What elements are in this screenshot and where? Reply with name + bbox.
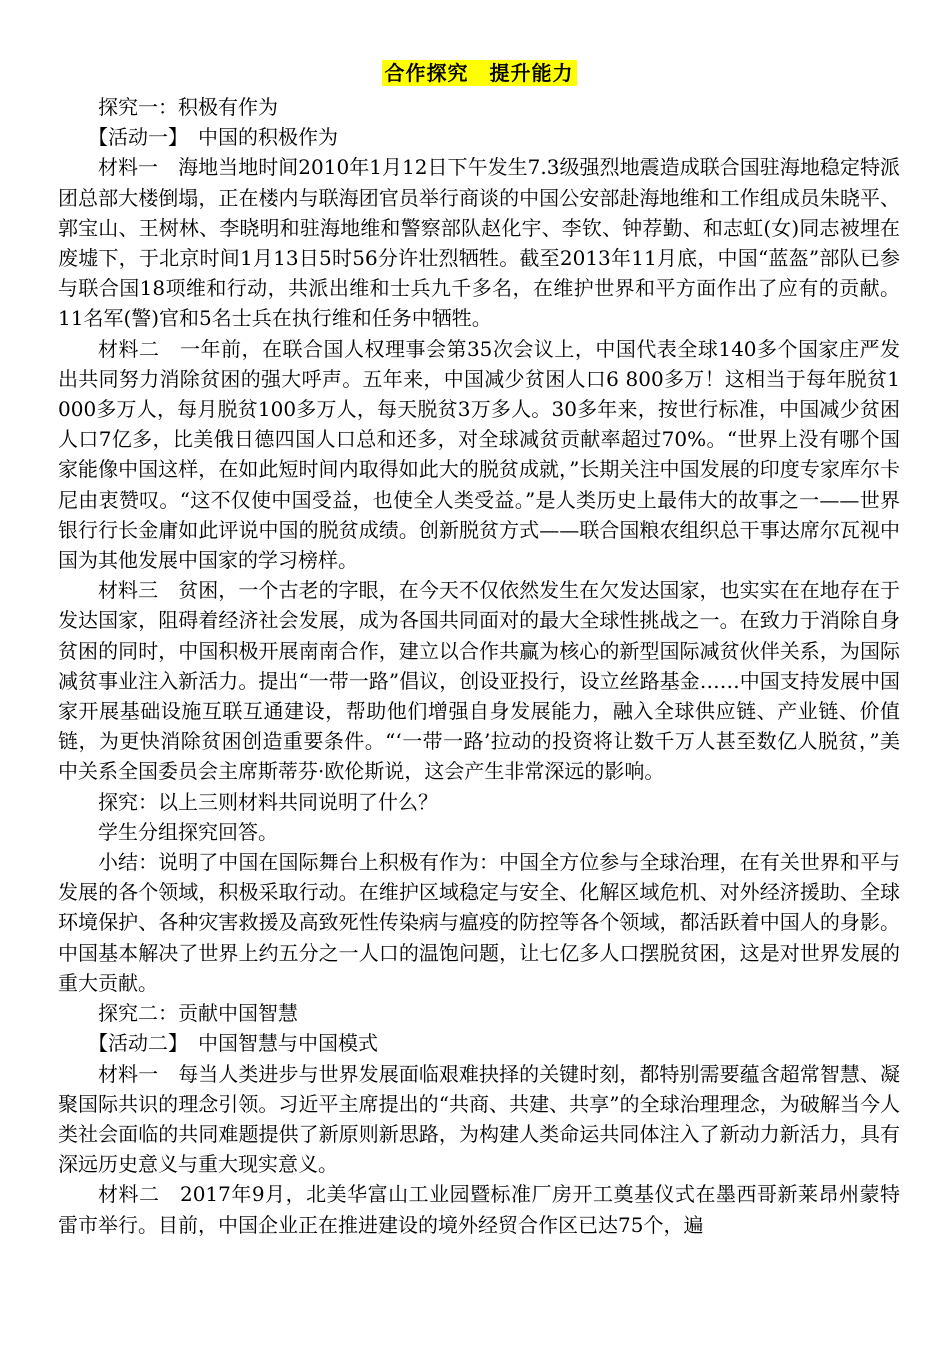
section-heading-2: 探究二：贡献中国智慧 (98, 1001, 298, 1026)
material-1-2: 材料二 一年前，在联合国人权理事会第35次会议上，中国代表全球140多个国家庄严发出共同努力消除贫困的强大呼声。五年来，中国减少贫困人口6 800多万！这相当于每年脱贫1 000多万人，每月脱贫100多万人，每天脱贫3万多人。30多年来，按世行标准，中国减少贫困人口7亿多，比美俄日德四国人口总和还多，对全球减贫贡献率超过70%。“世界上没有哪个国家能像中国这样，在如此短时间内取得如此大的脱贫成就，”长期关注中国发展的印度专家库尔卡尼由衷赞叹。“这不仅使中国受益，也使全人类受益。”是人类历史上最伟大的故事之一——世界银行行长金庸如此评说中国的脱贫成绩。创新脱贫方式——联合国粮农组织总干事达席尔瓦视中国为其他发展中国家的学习榜样。 (58, 336, 900, 573)
title-row (58, 60, 900, 88)
section-heading-1: 探究一：积极有作为 (98, 95, 278, 119)
group-answer-note: 学生分组探究回答。 (98, 819, 278, 844)
activity-heading-2: 【活动二】 中国智慧与中国模式 (88, 1031, 378, 1056)
material-2-2: 材料二 2017年9月，北美华富山工业园暨标准厂房开工奠基仪式在墨西哥新莱昂州蒙特雷市举行。目前，中国企业正在推进建设的境外经贸合作区已达75个，遍 (58, 1182, 900, 1237)
summary-paragraph: 小结：说明了中国在国际舞台上积极有作为：中国全方位参与全球治理，在有关世界和平与发展的各个领域，积极采取行动。在维护区域稳定与安全、化解区域危机、对外经济援助、全球环境保护、各种灾害救援及高致死性传染病与瘟疫的防控等各个领域，都活跃着中国人的身影。中国基本解决了世界上约五分之一人口的温饱问题，让七亿多人口摆脱贫困，这是对世界发展的重大贡献。 (58, 850, 900, 995)
material-2-1: 材料一 每当人类进步与世界发展面临艰难抉择的关键时刻，都特别需要蕴含超常智慧、凝聚国际共识的理念引领。习近平主席提出的“共商、共建、共享”的全球治理理念，为破解当今人类社会面临的共同难题提供了新原则新思路，为构建人类命运共同体注入了新动力新活力，具有深远历史意义与重大现实意义。 (58, 1061, 900, 1177)
activity-heading-1: 【活动一】 中国的积极作为 (88, 125, 338, 150)
material-1-3: 材料三 贫困，一个古老的字眼，在今天不仅依然发生在欠发达国家，也实实在在地存在于发达国家，阻碍着经济社会发展，成为各国共同面对的最大全球性挑战之一。在致力于消除自身贫困的同时，中国积极开展南南合作，建立以合作共赢为核心的新型国际减贫伙伴关系，为国际减贫事业注入新活力。提出“一带一路”倡议，创设亚投行，设立丝路基金……中国支持发展中国家开展基础设施互联互通建设，帮助他们增强自身发展能力，融入全球供应链、产业链、价值链，为更快消除贫困创造重要条件。“‘一带一路’拉动的投资将让数千万人甚至数亿人脱贫，”美中关系全国委员会主席斯蒂芬·欧伦斯说，这会产生非常深远的影响。 (58, 578, 900, 784)
page-title: 合作探究 提升能力 (382, 60, 577, 86)
inquiry-question: 探究：以上三则材料共同说明了什么？ (98, 789, 438, 814)
material-1-1: 材料一 海地当地时间2010年1月12日下午发生7.3级强烈地震造成联合国驻海地稳定特派团总部大楼倒塌，正在楼内与联海团官员举行商谈的中国公安部赴海地维和工作组成员朱晓平、郭宝山、王树林、李晓明和驻海地维和警察部队赵化宇、李钦、钟荐勤、和志虹(女)同志被埋在废墟下，于北京时间1月13日5时56分许壮烈牺牲。截至2013年11月底，中国“蓝盔”部队已参与联合国18项维和行动，共派出维和士兵九千多名，在维护世界和平方面作出了应有的贡献。11名军(警)官和5名士兵在执行维和任务中牺牲。 (58, 155, 900, 331)
document-page (58, 60, 900, 1240)
